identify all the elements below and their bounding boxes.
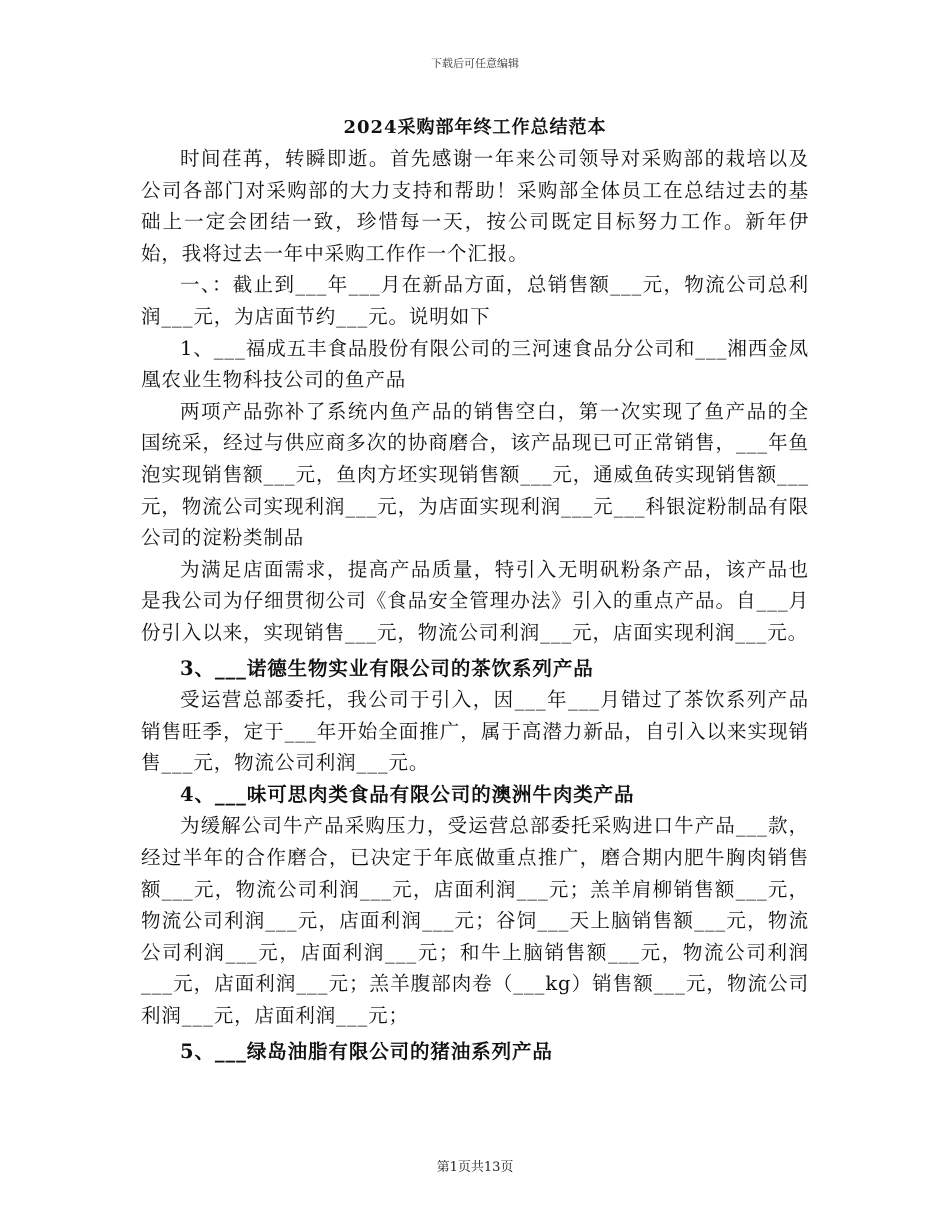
paragraph-summary: 一、：截止到___年___月在新品方面，总销售额___元，物流公司总利润___元，为店面节约___元。说明如下: [141, 273, 809, 328]
paragraph-intro: 时间荏苒，转瞬即逝。首先感谢一年来公司领导对采购部的栽培以及公司各部门对采购部的大力支持和帮助！采购部全体员工在总结过去的基础上一定会团结一致，珍惜每一天，按公司既定目标努力工作。新年伊始，我将过去一年中采购工作作一个汇报。: [141, 147, 809, 265]
paragraph-item-1-body: 两项产品弥补了系统内鱼产品的销售空白，第一次实现了鱼产品的全国统采，经过与供应商多次的协商磨合，该产品现已可正常销售，___年鱼泡实现销售额___元，鱼肉方坯实现销售额___元，通威鱼砖实现销售额___元，物流公司实现利润___元，为店面实现利润___元___科银淀粉制品有限公司的淀粉类制品: [141, 399, 809, 550]
paragraph-item-3-body: 受运营总部委托，我公司于引入，因___年___月错过了茶饮系列产品销售旺季，定于___年开始全面推广，属于高潜力新品，自引入以来实现销售___元，物流公司利润___元。: [141, 688, 809, 775]
section-heading-4: 4、___味可思肉类食品有限公司的澳洲牛肉类产品: [180, 782, 635, 806]
section-heading-3: 3、___诺德生物实业有限公司的茶饮系列产品: [180, 656, 594, 680]
page-footer: 第1页共13页: [436, 1160, 514, 1175]
header-note: 下载后可任意编辑: [431, 57, 519, 70]
document-body: [141, 143, 809, 1067]
section-heading-5: 5、___绿岛油脂有限公司的猪油系列产品: [180, 1039, 553, 1063]
document-title: 2024采购部年终工作总结范本: [343, 117, 607, 138]
paragraph-item-1-title: 1、___福成五丰食品股份有限公司的三河速食品分公司和___湘西金凤凰农业生物科技公司的鱼产品: [141, 336, 809, 392]
paragraph-item-2-body: 为满足店面需求，提高产品质量，特引入无明矾粉条产品，该产品也是我公司为仔细贯彻公司《食品安全管理办法》引入的重点产品。自___月份引入以来，实现销售___元，物流公司利润___元，店面实现利润___元。: [141, 557, 809, 644]
paragraph-item-4-body: 为缓解公司牛产品采购压力，受运营总部委托采购进口牛产品___款，经过半年的合作磨合，已决定于年底做重点推广，磨合期内肥牛胸肉销售额___元，物流公司利润___元，店面利润___元；羔羊肩柳销售额___元，物流公司利润___元，店面利润___元；谷饲___天上脑销售额___元，物流公司利润___元，店面利润___元；和牛上脑销售额___元，物流公司利润___元，店面利润___元；羔羊腹部肉卷（___kg）销售额___元，物流公司利润___元，店面利润___元；: [141, 814, 809, 1028]
